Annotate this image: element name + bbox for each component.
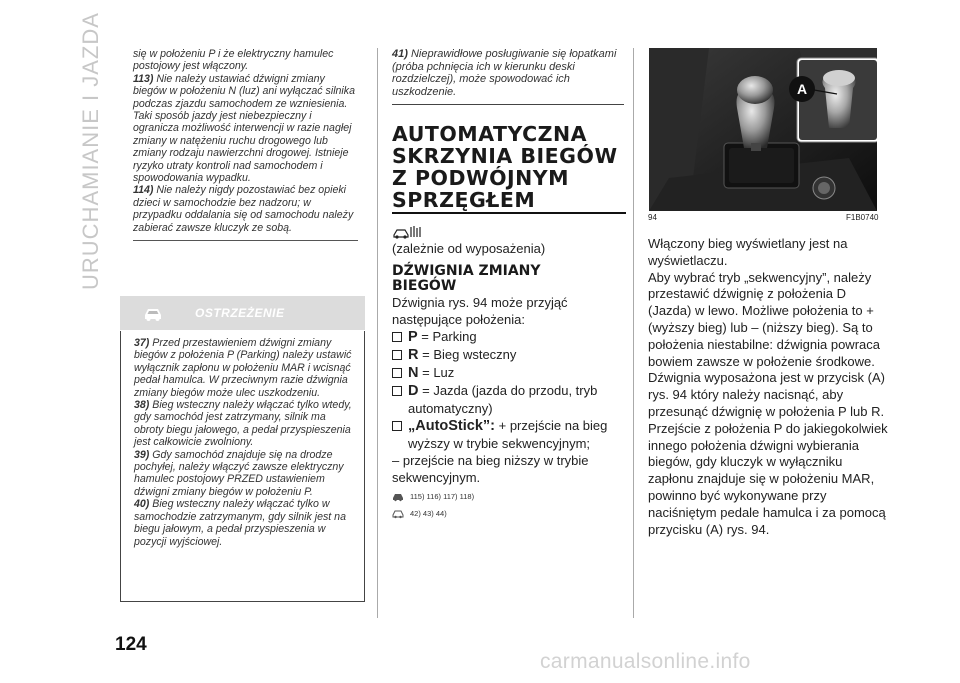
- column-3: [648, 236, 888, 538]
- car-warning-small-icon: [392, 491, 404, 502]
- paragraph: 41) Nieprawidłowe posługiwanie się łopatkami (próba pchnięcia ich w kierunku deski rozdzielczej), może spowodować ich uszkodzenie.: [392, 48, 617, 98]
- bullet-square-icon: [392, 421, 402, 431]
- warning-title: OSTRZEŻENIE: [195, 306, 285, 320]
- paragraph: Aby wybrać tryb „sekwencyjny”, należy przestawić dźwignię z położenia D (Jazda) w lewo. Możliwe położenia to + (wyższy bieg) lub – (niższy bieg). Są to położenia niestabilne: dźwignia powraca bowiem zawsze w położenie środkowe.: [648, 269, 880, 369]
- note-box: [392, 48, 624, 105]
- list-item: P = Parking: [392, 328, 622, 346]
- paragraph: 38) Bieg wsteczny należy włączać tylko wtedy, gdy samochód jest zatrzymany, silnik ma obroty biegu jałowego, a pedał przyspieszenia jest całkowicie zwolniony.: [134, 399, 352, 449]
- column-2: [392, 48, 622, 519]
- list-item: N = Luz: [392, 364, 622, 382]
- warning-refs: 115) 116) 117) 118): [392, 491, 622, 502]
- paragraph: się w położeniu P i że elektryczny hamulec postojowy jest włączony.: [133, 48, 334, 73]
- paragraph: 40) Bieg wsteczny należy włączać tylko w samochodzie zatrzymanym, gdy silnik jest na biegu jałowym, a pedał przyspieszenia w pozycji wyjściowej.: [134, 498, 346, 548]
- paragraph: Włączony bieg wyświetlany jest na wyświetlaczu.: [648, 236, 848, 268]
- warning-header: [120, 296, 365, 330]
- bullet-square-icon: [392, 350, 402, 360]
- car-variant-icon: [392, 224, 422, 240]
- column-divider: [377, 48, 378, 618]
- figure-code: F1B0740: [846, 213, 879, 222]
- gear-shifter-image: [649, 48, 877, 211]
- paragraph: 39) Gdy samochód znajduje się na drodze pochyłej, należy włączyć zawsze elektryczny hamulec postojowy PRZED ustawieniem dźwigni zmiany biegów w położeniu P.: [134, 448, 344, 498]
- sub-heading: DŹWIGNIA ZMIANY BIEGÓW: [392, 263, 541, 295]
- paragraph: – przejście na bieg niższy w trybie sekwencyjnym.: [392, 453, 589, 486]
- watermark: carmanualsonline.info: [540, 650, 751, 673]
- paragraph: 114) Nie należy nigdy pozostawiać bez opieki dzieci w samochodzie bez nadzoru; w przypadku oddalania się od samochodu należy zabierać zawsze kluczyk ze sobą.: [133, 184, 354, 234]
- paragraph: Przejście z położenia P do jakiegokolwiek innego położenia dźwigni wybierania biegów, gdy kluczyk w wyłączniku zapłonu znajduje się w położeniu MAR, powinno być wykonywane przy naciśniętym pedale hamulca i za pomocą przycisku (A) rys. 94.: [648, 420, 888, 537]
- warning-box: [120, 331, 365, 602]
- car-warning-icon: [142, 303, 164, 323]
- paragraph: 37) Przed przestawieniem dźwigni zmiany biegów z położenia P (Parking) należy ustawić wyłącznik zapłonu w położeniu MAR i wcisnąć pedał hamulca. W przeciwnym razie dźwignia zmiany biegów może ulec uszkodzeniu.: [134, 337, 352, 399]
- gear-lever-photo: [649, 48, 877, 211]
- callout-marker-A: A: [789, 76, 815, 102]
- section-heading: AUTOMATYCZNA SKRZYNIA BIEGÓW Z PODWÓJNYM SPRZĘGŁEM: [392, 122, 618, 213]
- bullet-square-icon: [392, 386, 402, 396]
- bullet-square-icon: [392, 368, 402, 378]
- bullet-square-icon: [392, 332, 402, 342]
- section-title: URUCHAMIANIE I JAZDA: [78, 12, 103, 290]
- notes-box: [133, 48, 358, 241]
- column-divider: [633, 48, 634, 618]
- paragraph: 113) Nie należy ustawiać dźwigni zmiany biegów w położeniu N (luz) ani wyłączać silnika podczas zjazdu samochodem ze wzniesienia. Taki sposób jazdy jest niebezpieczny i ogranicza możliwość interwencji w razie nagłej zmiany w natężeniu ruchu drogowego lub zmiany rodzaju nawierzchni drogowej. Istnieje ryzyko utraty kontroli nad samochodem i spowodowania wypadku.: [133, 72, 355, 185]
- list-item: R = Bieg wsteczny: [392, 346, 622, 364]
- caution-small-icon: [392, 508, 404, 519]
- column-1: [133, 48, 358, 241]
- list-item: „AutoStick”: + przejście na bieg wyższy w trybie sekwencyjnym;: [392, 417, 622, 452]
- figure-number: 94: [648, 213, 657, 222]
- variant-label: (zależnie od wyposażenia): [392, 241, 546, 257]
- list-item: D = Jazda (jazda do przodu, tryb automatyczny): [392, 382, 622, 417]
- intro-text: Dźwignia rys. 94 może przyjąć następujące położenia:: [392, 295, 568, 328]
- caution-refs: 42) 43) 44): [392, 508, 622, 519]
- heading-underline: [392, 212, 626, 214]
- variant-note: [392, 224, 622, 240]
- paragraph: Dźwignia wyposażona jest w przycisk (A) rys. 94 który należy nacisnąć, aby przesunąć dźwignię w położenia P lub R.: [648, 370, 885, 419]
- page-number: 124: [115, 634, 147, 655]
